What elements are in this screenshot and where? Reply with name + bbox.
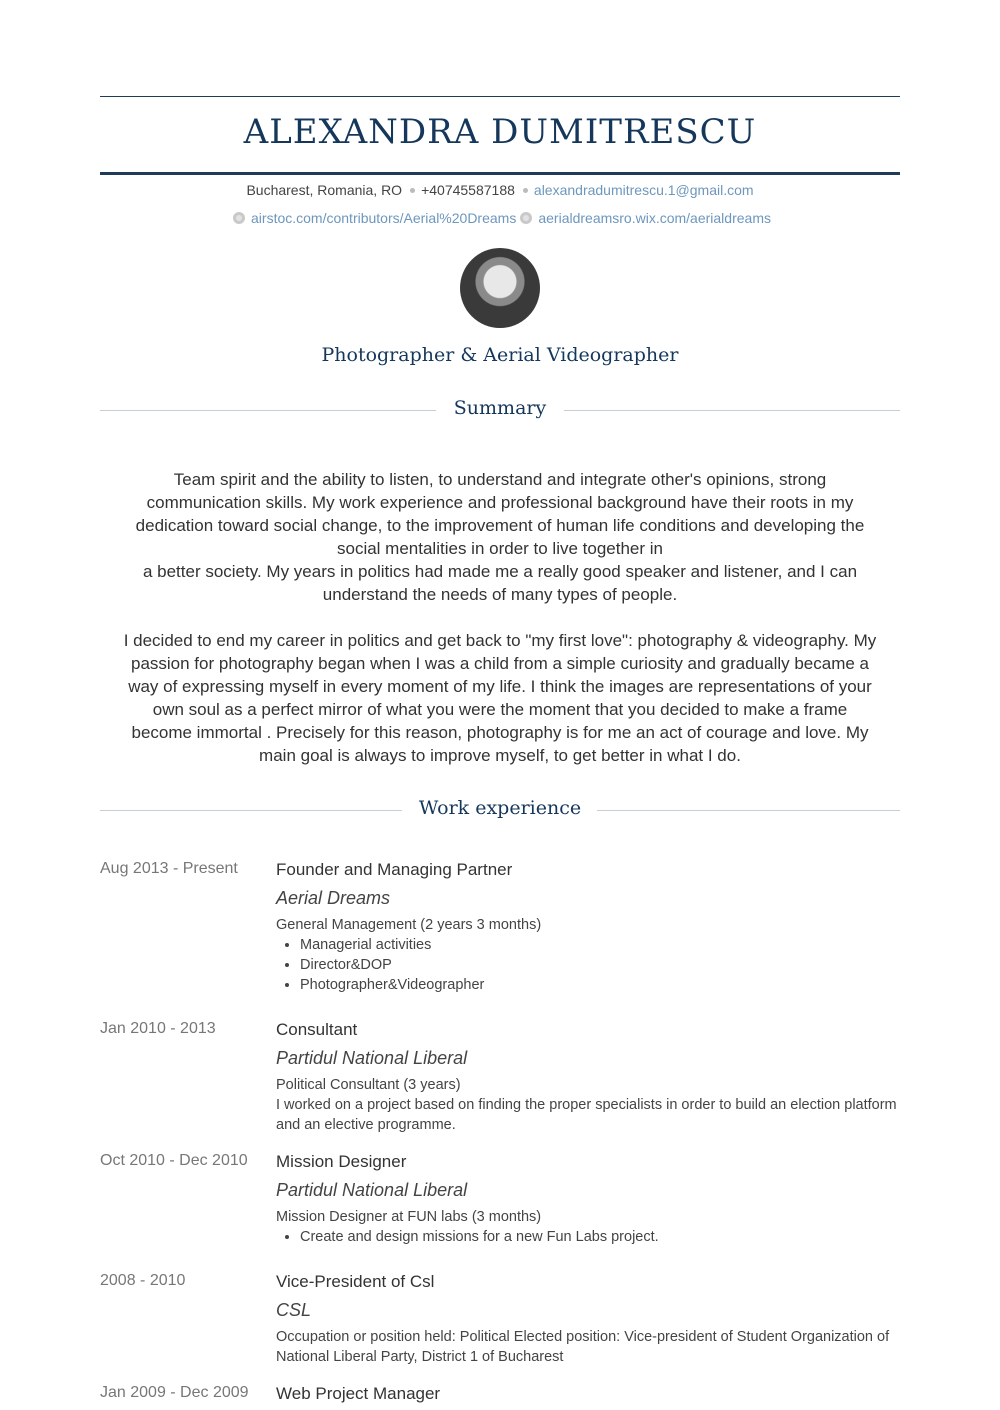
job-body bbox=[276, 1020, 900, 1135]
job-date: Aug 2013 - Present bbox=[100, 860, 238, 877]
summary-line: Team spirit and the ability to listen, to understand and integrate other's opinions, strong bbox=[173, 470, 827, 489]
separator-dot-icon bbox=[410, 188, 415, 193]
website-link-1[interactable]: airstoc.com/contributors/Aerial%20Dreams bbox=[251, 210, 517, 226]
job-role: Vice-President of Csl bbox=[276, 1272, 435, 1291]
job-date: Oct 2010 - Dec 2010 bbox=[100, 1152, 248, 1169]
job-date: Jan 2009 - Dec 2009 bbox=[100, 1384, 249, 1401]
job-bullets bbox=[276, 1227, 900, 1247]
candidate-name: ALEXANDRA DUMITRESCU bbox=[243, 112, 757, 152]
work-heading bbox=[100, 795, 900, 825]
summary-line: way of expressing myself in every moment of my life. I think the images are representations of your bbox=[128, 677, 872, 696]
job-body bbox=[276, 1384, 900, 1404]
phone: +40745587188 bbox=[421, 182, 515, 198]
job-company: Aerial Dreams bbox=[276, 888, 391, 908]
summary-title: Summary bbox=[453, 397, 547, 419]
contact-row-websites bbox=[100, 210, 900, 226]
summary-line: main goal is always to improve myself, to get better in what I do. bbox=[259, 746, 741, 765]
job-body bbox=[276, 1272, 900, 1367]
globe-icon bbox=[520, 212, 532, 224]
job-company: CSL bbox=[276, 1300, 312, 1320]
job-description: Mission Designer at FUN labs (3 months) bbox=[276, 1209, 542, 1225]
summary-line: communication skills. My work experience and professional background have their roots in my bbox=[146, 493, 854, 512]
job-company: Partidul National Liberal bbox=[276, 1048, 468, 1068]
job-role: Web Project Manager bbox=[276, 1384, 441, 1403]
summary-line: I decided to end my career in politics and get back to "my first love": photography & videography. My bbox=[123, 631, 877, 650]
summary-line: dedication toward social change, to the improvement of human life conditions and developing the bbox=[135, 516, 865, 535]
summary-line: understand the needs of many types of people. bbox=[322, 585, 678, 604]
bullet-item: • Create and design missions for a new Fun Labs project. bbox=[300, 1227, 900, 1247]
job-date: 2008 - 2010 bbox=[100, 1272, 186, 1289]
summary-paragraph-2 bbox=[120, 629, 880, 767]
summary-line: own soul as a perfect mirror of what you were the moment that you decided to make a frame bbox=[152, 700, 848, 719]
summary-heading bbox=[100, 395, 900, 425]
summary-paragraph-1 bbox=[120, 468, 880, 606]
headline: Photographer & Aerial Videographer bbox=[321, 344, 679, 366]
email-link[interactable]: alexandradumitrescu.1@gmail.com bbox=[533, 182, 754, 198]
bullet-item: • Photographer&Videographer bbox=[300, 975, 900, 995]
job-bullets bbox=[276, 935, 900, 995]
separator-dot-icon bbox=[523, 188, 528, 193]
top-rule bbox=[100, 96, 900, 97]
summary-line: become immortal . Precisely for this reason, photography is for me an act of courage and love. My bbox=[131, 723, 869, 742]
bullet-item: • Managerial activities bbox=[300, 935, 900, 955]
location: Bucharest, Romania, RO bbox=[246, 182, 403, 198]
summary-line: passion for photography began when I was a child from a simple curiosity and gradually became a bbox=[130, 654, 870, 673]
job-role: Mission Designer bbox=[276, 1152, 407, 1171]
job-body bbox=[276, 860, 900, 995]
job-role: Founder and Managing Partner bbox=[276, 860, 513, 879]
job-date: Jan 2010 - 2013 bbox=[100, 1020, 216, 1037]
avatar bbox=[460, 248, 540, 328]
work-title: Work experience bbox=[418, 797, 582, 819]
name-underline bbox=[100, 172, 900, 175]
job-description-detail: I worked on a project based on finding the proper specialists in order to build an election platform and an elective programme. bbox=[276, 1097, 897, 1133]
globe-icon bbox=[233, 212, 245, 224]
website-link-2[interactable]: aerialdreamsro.wix.com/aerialdreams bbox=[538, 210, 771, 226]
job-description: Occupation or position held: Political Elected position: Vice-president of Student Organization of National Liberal Party, District 1 of Bucharest bbox=[276, 1329, 890, 1365]
job-company: Partidul National Liberal bbox=[276, 1180, 468, 1200]
job-description: Political Consultant (3 years) bbox=[276, 1077, 461, 1093]
summary-line: a better society. My years in politics had made me a really good speaker and listener, and I can bbox=[142, 562, 858, 581]
bullet-item: • Director&DOP bbox=[300, 955, 900, 975]
job-role: Consultant bbox=[276, 1020, 358, 1039]
job-description: General Management (2 years 3 months) bbox=[276, 917, 542, 933]
job-body bbox=[276, 1152, 900, 1247]
summary-line: social mentalities in order to live together in bbox=[337, 539, 663, 558]
contact-row-primary bbox=[100, 182, 900, 198]
